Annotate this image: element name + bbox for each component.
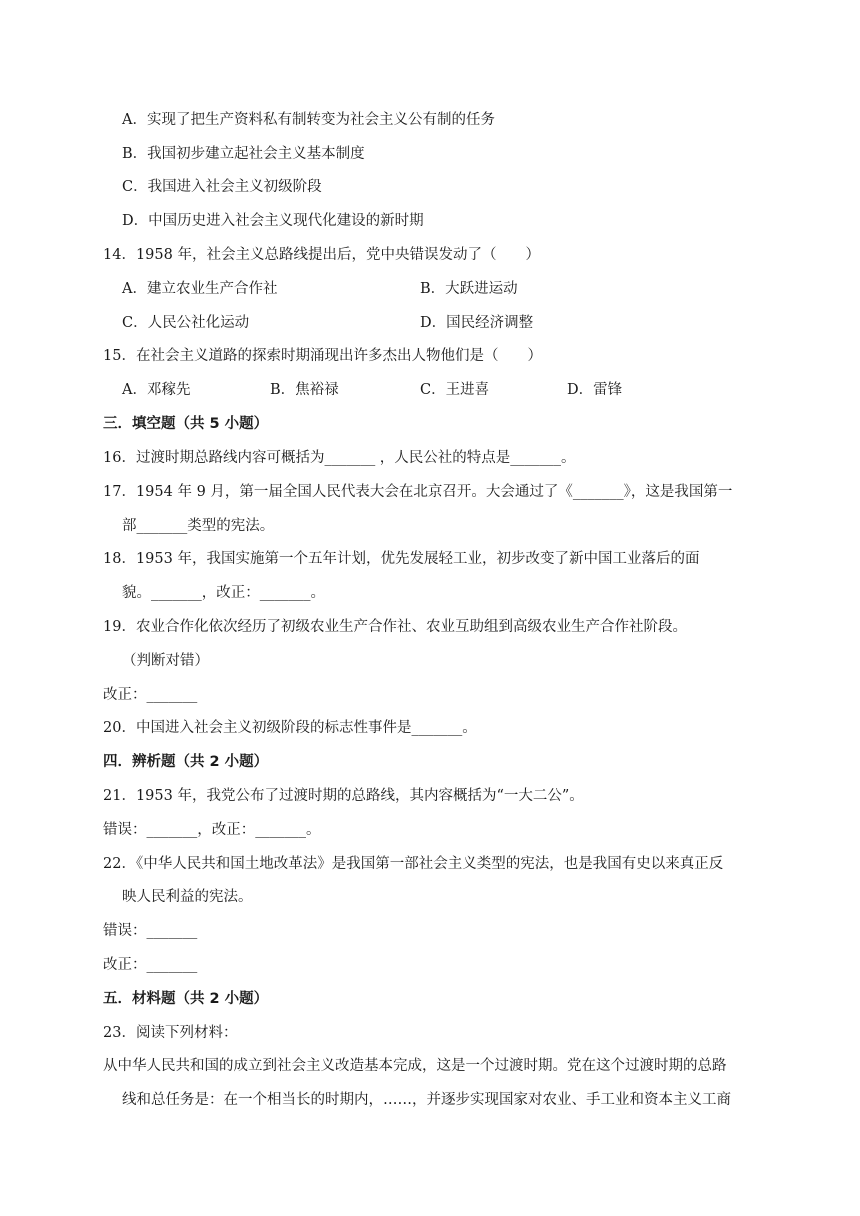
q14-option-a: A．建立农业生产合作社: [122, 281, 278, 297]
q23-line2: 从中华人民共和国的成立到社会主义改造基本完成，这是一个过渡时期。党在这个过渡时期的总路: [103, 1058, 727, 1074]
q18-line2: 貌。_______，改正：_______。: [122, 585, 325, 601]
q15-option-b: B．焦裕禄: [270, 382, 339, 398]
section-4-heading: 四．辨析题（共 2 小题）: [103, 754, 269, 770]
section-5-heading: 五．材料题（共 2 小题）: [103, 991, 269, 1007]
q21-line2: 错误：_______，改正：_______。: [103, 822, 321, 838]
q19-correction: 改正：_______: [103, 687, 198, 703]
q18-line1: 18．1953 年，我国实施第一个五年计划，优先发展轻工业，初步改变了新中国工业落后的面: [103, 551, 700, 567]
q13-option-a: A．实现了把生产资料私有制转变为社会主义公有制的任务: [122, 112, 495, 128]
q22-correction: 改正：_______: [103, 957, 198, 973]
q23-line3: 线和总任务是：在一个相当长的时期内，……，并逐步实现国家对农业、手工业和资本主义工商: [122, 1092, 731, 1108]
q15-option-c: C．王进喜: [420, 382, 490, 398]
q22-line1: 22．《中华人民共和国土地改革法》是我国第一部社会主义类型的宪法，也是我国有史以来真正反: [103, 856, 724, 872]
q15-stem: 15．在社会主义道路的探索时期涌现出许多杰出人物他们是（ ）: [103, 348, 542, 364]
q21-line1: 21．1953 年，我党公布了过渡时期的总路线，其内容概括为“一大二公”。: [103, 788, 584, 804]
q14-stem: 14．1958 年，社会主义总路线提出后，党中央错误发动了（ ）: [103, 247, 540, 263]
q22-line2: 映人民利益的宪法。: [122, 889, 253, 905]
q13-option-d: D．中国历史进入社会主义现代化建设的新时期: [122, 213, 424, 229]
q17-line2: 部_______类型的宪法。: [122, 518, 275, 534]
q17-line1: 17．1954 年 9 月，第一届全国人民代表大会在北京召开。大会通过了《_______》，这是我国第一: [103, 484, 733, 500]
q14-option-b: B．大跃进运动: [420, 281, 518, 297]
q22-error: 错误：_______: [103, 923, 198, 939]
q16: 16．过渡时期总路线内容可概括为_______ ，人民公社的特点是_______。: [103, 450, 576, 466]
q14-option-d: D．国民经济调整: [420, 315, 534, 331]
q20: 20．中国进入社会主义初级阶段的标志性事件是_______。: [103, 720, 477, 736]
section-3-heading: 三．填空题（共 5 小题）: [103, 416, 269, 432]
q19-line1: 19．农业合作化依次经历了初级农业生产合作社、农业互助组到高级农业生产合作社阶段。: [103, 619, 687, 635]
q23-line1: 23．阅读下列材料：: [103, 1025, 238, 1041]
q13-option-b: B．我国初步建立起社会主义基本制度: [122, 146, 365, 162]
q15-option-a: A．邓稼先: [122, 382, 191, 398]
q13-option-c: C．我国进入社会主义初级阶段: [122, 179, 322, 195]
q14-option-c: C．人民公社化运动: [122, 315, 250, 331]
q15-option-d: D．雷锋: [567, 382, 623, 398]
q19-line2: （判断对错）: [122, 653, 209, 669]
